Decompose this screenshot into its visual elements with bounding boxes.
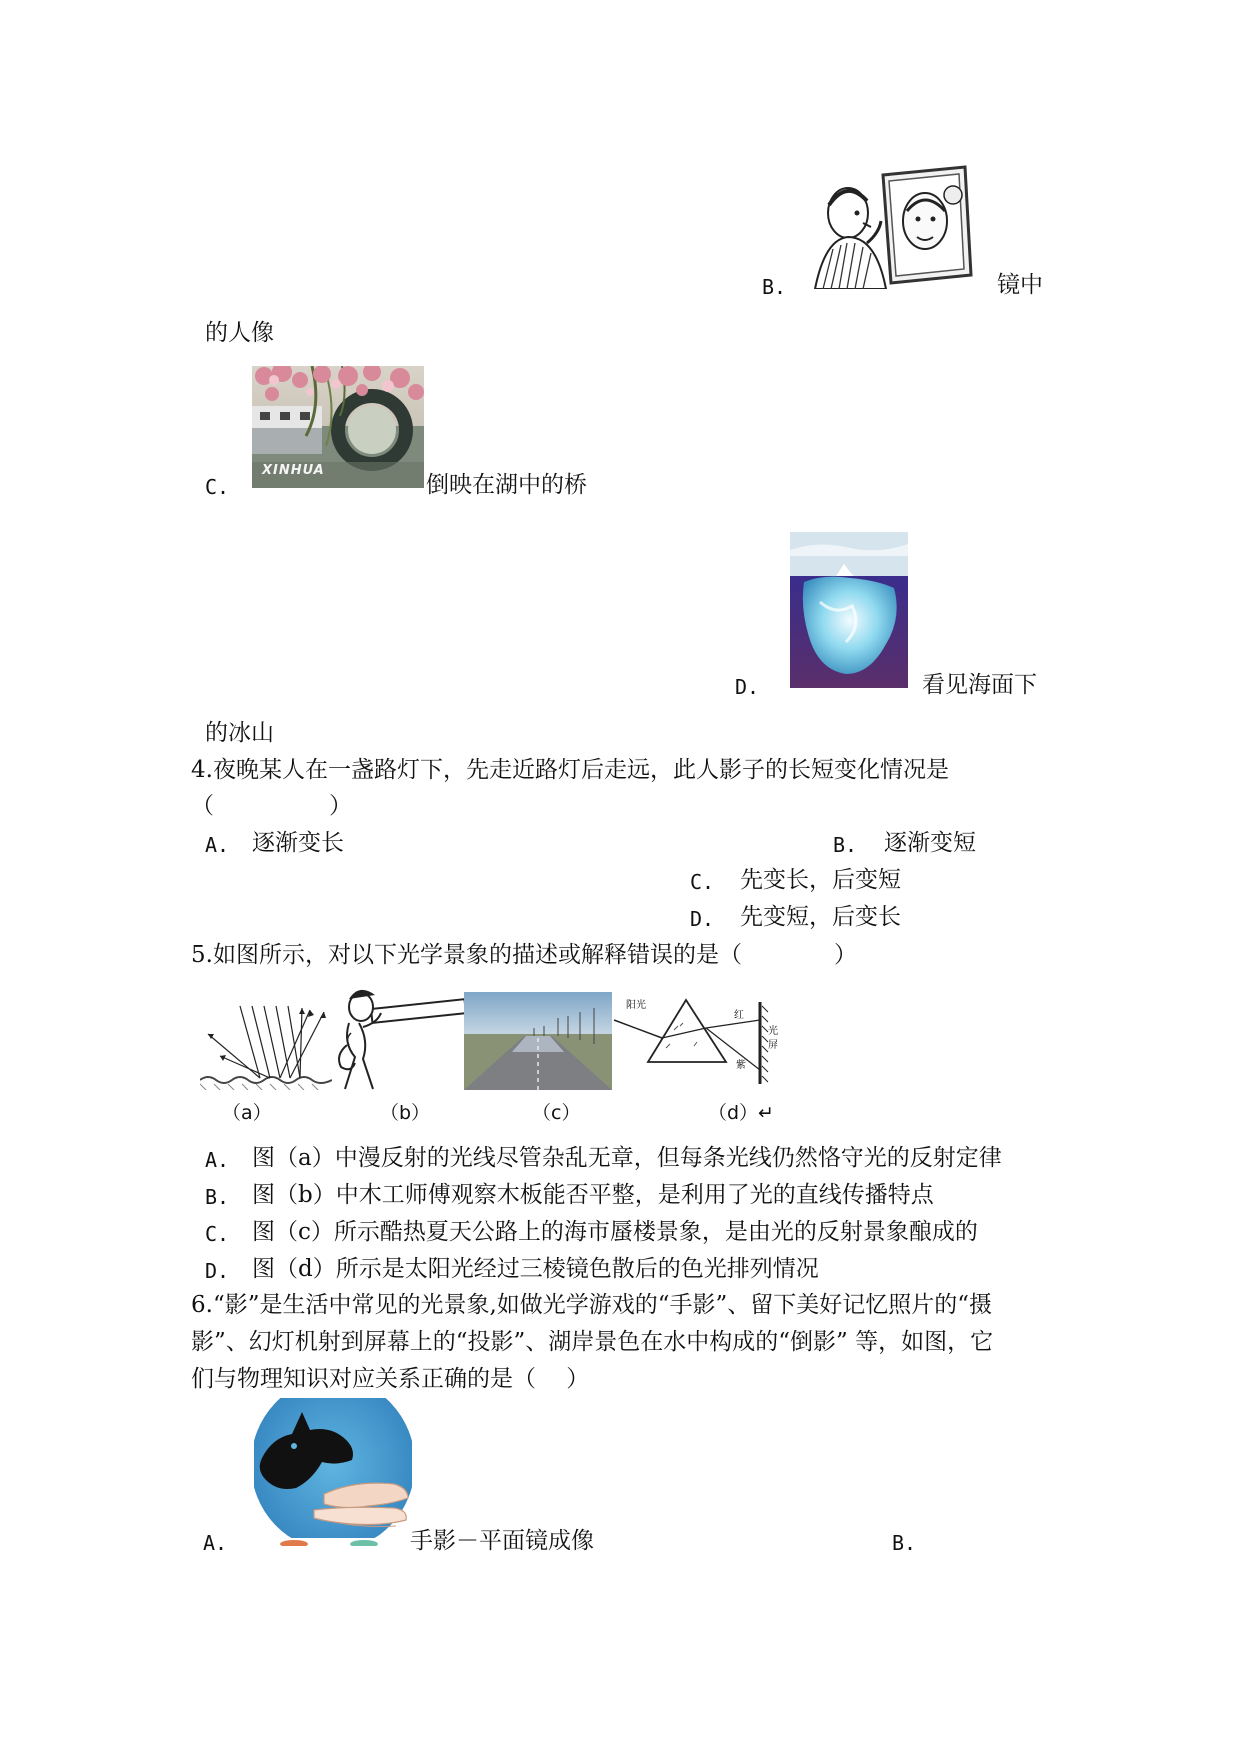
q5-option-a-label: A. [205, 1148, 230, 1172]
prism-label-red: 红 [734, 1010, 744, 1021]
q4-option-a-text: 逐渐变长 [252, 830, 344, 856]
bridge-reflection-image [252, 366, 424, 488]
q5-option-c-text: 图（c）所示酷热夏天公路上的海市蜃楼景象，是由光的反射景象酿成的 [252, 1219, 978, 1245]
prism-label-screen-1: 光 [768, 1026, 778, 1037]
prism-dispersion-figure [610, 992, 780, 1090]
q4-option-a-label: A. [205, 833, 230, 857]
q5-option-b-text: 图（b）中木工师傅观察木板能否平整，是利用了光的直线传播特点 [252, 1182, 934, 1208]
iceberg-image [790, 532, 908, 688]
q3-option-c-label: C. [205, 475, 230, 499]
figure-label-c: （c） [532, 1102, 581, 1124]
q6-option-b-label: B. [892, 1531, 917, 1555]
q5-option-d-text: 图（d）所示是太阳光经过三棱镜色散后的色光排列情况 [252, 1256, 819, 1282]
q4-option-b-label: B. [833, 833, 858, 857]
carpenter-figure [333, 985, 465, 1090]
q4-option-d-text: 先变短，后变长 [740, 904, 901, 930]
q4-option-d-label: D. [690, 907, 715, 931]
q5-option-c-label: C. [205, 1222, 230, 1246]
q4-option-b-text: 逐渐变短 [884, 830, 976, 856]
prism-label-screen-2: 屏 [768, 1040, 778, 1051]
highway-mirage-photo [464, 992, 612, 1090]
q4-answer-paren: （ ） [191, 793, 352, 819]
q6-stem-line-1: 6.“影”是生活中常见的光景象,如做光学游戏的“手影”、留下美好记忆照片的“摄 [191, 1292, 993, 1318]
q5-stem: 5.如图所示，对以下光学景象的描述或解释错误的是（ ） [191, 942, 857, 968]
prism-label-purple: 紫 [736, 1060, 746, 1071]
diffuse-reflection-figure [200, 1000, 332, 1090]
figure-label-a: （a） [222, 1102, 272, 1124]
figure-label-b: （b） [380, 1102, 431, 1124]
q3-option-d-text-cont: 的冰山 [205, 720, 274, 746]
figure-label-d: （d）↵ [708, 1102, 774, 1124]
q3-option-b-label: B. [762, 275, 787, 299]
mirror-portrait-image [803, 165, 973, 289]
prism-label-sun: 阳光 [626, 1000, 646, 1011]
q5-option-d-label: D. [205, 1259, 230, 1283]
q3-option-c-text: 倒映在湖中的桥 [426, 472, 587, 498]
q6-stem-line-2: 影”、幻灯机射到屏幕上的“投影”、湖岸景色在水中构成的“倒影” 等，如图，它 [191, 1329, 994, 1355]
q3-option-d-label: D. [735, 675, 760, 699]
q6-option-a-label: A. [203, 1531, 228, 1555]
xinhua-watermark: XINHUA [262, 463, 325, 478]
q4-option-c-label: C. [690, 870, 715, 894]
q6-stem-line-3: 们与物理知识对应关系正确的是（ ） [191, 1366, 590, 1392]
q5-option-b-label: B. [205, 1185, 230, 1209]
q4-option-c-text: 先变长，后变短 [740, 867, 901, 893]
hand-shadow-image [254, 1398, 412, 1546]
q5-option-a-text: 图（a）中漫反射的光线尽管杂乱无章，但每条光线仍然恪守光的反射定律 [252, 1145, 1002, 1171]
q3-option-d-text: 看见海面下 [922, 672, 1037, 698]
q3-option-b-text-cont: 的人像 [205, 320, 274, 346]
q6-option-a-text: 手影－平面镜成像 [410, 1528, 594, 1554]
q3-option-b-text: 镜中 [997, 272, 1043, 298]
q4-stem: 4.夜晚某人在一盏路灯下，先走近路灯后走远，此人影子的长短变化情况是 [191, 757, 949, 783]
